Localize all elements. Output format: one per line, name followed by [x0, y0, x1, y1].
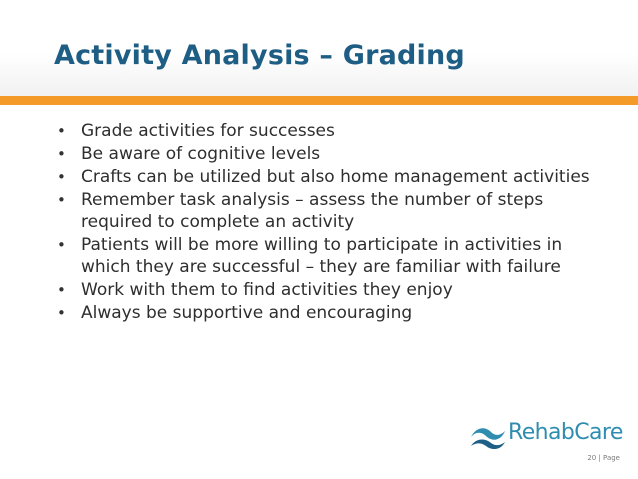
bullet-text: Always be supportive and encouraging	[81, 303, 413, 323]
bullet-text: Be aware of cognitive levels	[81, 144, 321, 164]
bullet-dot-icon: •	[57, 168, 66, 186]
bullet-text: Work with them to find activities they enjoy	[81, 280, 453, 300]
bullet-item	[56, 120, 596, 142]
bullet-item	[56, 143, 596, 165]
bullet-dot-icon: •	[57, 191, 66, 209]
rehabcare-wave-icon	[470, 420, 506, 450]
bullet-text: Grade activities for successes	[81, 121, 335, 141]
rehabcare-wordmark: RehabCare	[508, 420, 623, 445]
rehabcare-logo	[470, 418, 623, 452]
slide-title: Activity Analysis – Grading	[54, 40, 465, 71]
bullet-item	[56, 166, 596, 188]
bullet-text: Patients will be more willing to participate in activities in which they are successful – they are familiar with failure	[81, 235, 563, 277]
bullet-item	[56, 302, 596, 324]
bullet-text: Remember task analysis – assess the number of steps required to complete an activity	[81, 190, 544, 232]
bullet-list	[56, 120, 596, 325]
bullet-dot-icon: •	[57, 145, 66, 163]
bullet-dot-icon: •	[57, 304, 66, 322]
bullet-item	[56, 189, 596, 233]
bullet-text: Crafts can be utilized but also home management activities	[81, 167, 590, 187]
bullet-dot-icon: •	[57, 122, 66, 140]
bullet-dot-icon: •	[57, 281, 66, 299]
bullet-item	[56, 234, 596, 278]
bullet-dot-icon: •	[57, 236, 66, 254]
bullet-item	[56, 279, 596, 301]
page-number: 20 | Page	[587, 454, 620, 462]
title-underline-bar	[0, 96, 638, 105]
